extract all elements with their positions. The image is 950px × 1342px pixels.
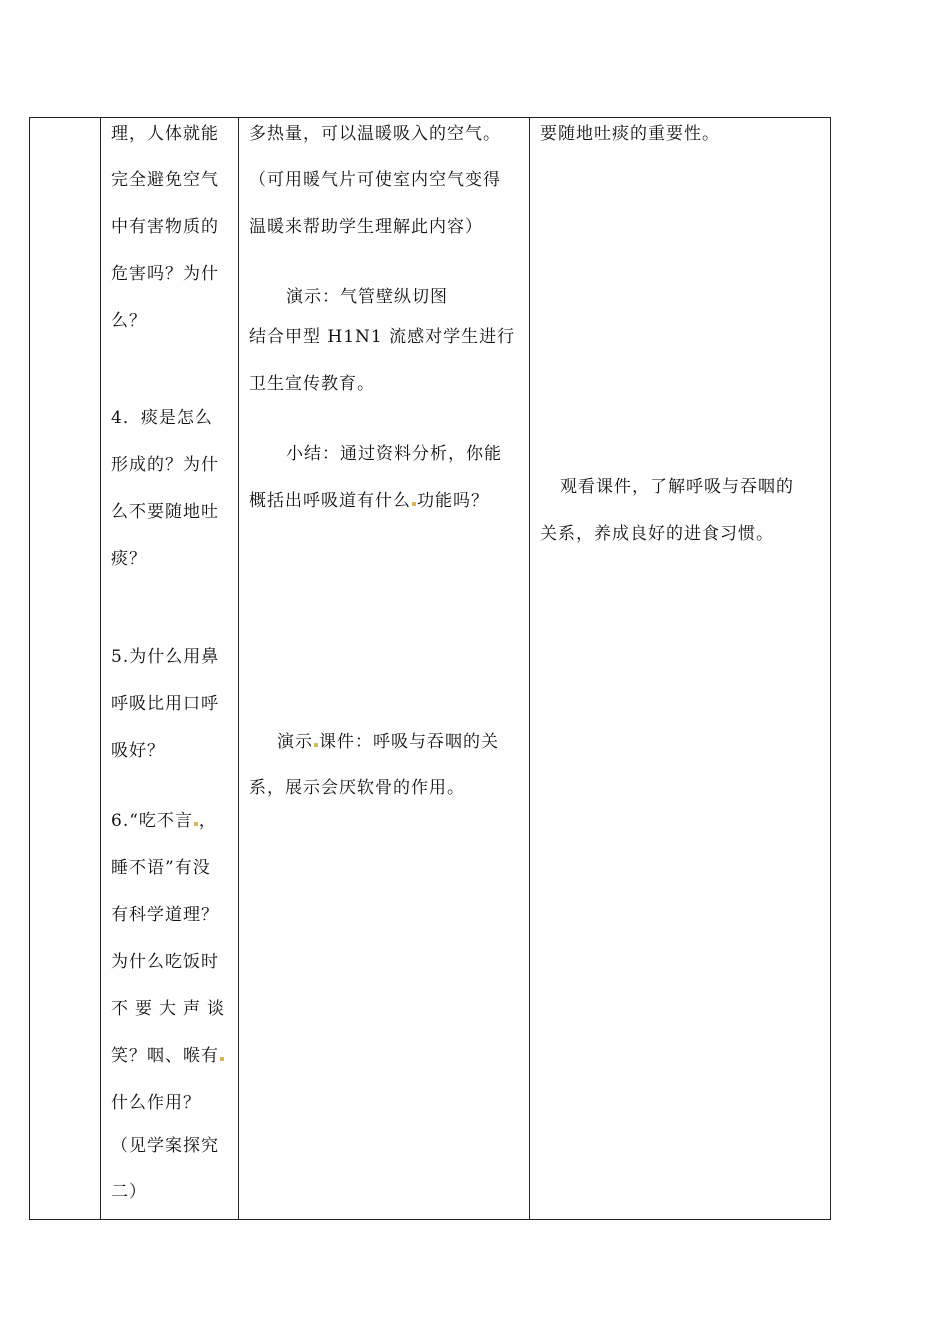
summary-line-2	[249, 489, 489, 513]
questions-cell	[101, 118, 239, 1220]
question-6-line-3: 有科学道理？	[111, 905, 219, 925]
question-6-line-2: 睡不语”有没	[111, 858, 211, 878]
question-6-line-1-comma: ，	[198, 811, 217, 831]
activity-paragraph-1-line-3: 温暖来帮助学生理解此内容）	[249, 217, 483, 237]
student-activity-line-2: 观看课件，了解呼吸与吞咽的	[560, 477, 794, 497]
question-6-line-6-text: 笑？咽、喉有	[111, 1046, 219, 1066]
question-4-line-3: 么不要随地吐	[111, 502, 219, 522]
question-3-line-5: 么？	[111, 311, 147, 331]
question-3-line-2: 完全避免空气	[111, 170, 219, 190]
question-6-line-6	[111, 1044, 225, 1068]
summary-line-2-end: 功能吗？	[417, 491, 489, 511]
question-3-line-1: 理，人体就能	[111, 124, 219, 144]
activity-paragraph-1-line-2: （可用暖气片可使室内空气变得	[249, 170, 501, 190]
revision-mark	[220, 1057, 224, 1061]
question-6-line-1-text: 6.“吃不言	[111, 811, 193, 831]
demo-courseware-line-1	[277, 730, 499, 754]
table-row	[30, 118, 831, 1220]
activity-paragraph-1-line-1: 多热量，可以温暖吸入的空气。	[249, 124, 501, 144]
stage-cell	[30, 118, 101, 1220]
revision-mark	[194, 822, 198, 826]
question-6-line-4: 为什么吃饭时	[111, 952, 219, 972]
question-4-line-2: 形成的？为什	[111, 455, 219, 475]
revision-mark	[412, 502, 416, 506]
question-6-line-8: （见学案探究	[111, 1136, 219, 1156]
question-5-line-3: 吸好？	[111, 741, 165, 761]
activity-paragraph-2-line-2: 卫生宣传教育。	[249, 374, 375, 394]
demo-courseware-text: 课件：呼吸与吞咽的关	[319, 732, 499, 752]
summary-line-1: 小结：通过资料分析，你能	[286, 444, 502, 464]
question-4-line-4: 痰？	[111, 549, 147, 569]
question-5-line-1: 5.为什么用鼻	[111, 647, 220, 667]
question-6-line-9: 二）	[111, 1182, 147, 1202]
question-3-line-3: 中有害物质的	[111, 217, 219, 237]
activity-paragraph-2-line-1: 结合甲型 H1N1 流感对学生进行	[249, 327, 516, 347]
demo-courseware-line-2: 系，展示会厌软骨的作用。	[249, 778, 465, 798]
question-6-line-7: 什么作用？	[111, 1093, 201, 1113]
summary-line-2-text: 概括出呼吸道有什么	[249, 491, 411, 511]
question-6-line-1	[111, 809, 217, 833]
lesson-plan-table	[29, 117, 831, 1220]
student-activity-line-1: 要随地吐痰的重要性。	[540, 124, 720, 144]
question-6-line-5: 不要大声谈	[111, 999, 231, 1019]
demo-courseware-label: 演示	[277, 732, 313, 752]
student-activity-line-3: 关系，养成良好的进食习惯。	[540, 524, 774, 544]
question-5-line-2: 呼吸比用口呼	[111, 694, 219, 714]
question-4-line-1: 4．痰是怎么	[111, 408, 213, 428]
teacher-activity-cell	[239, 118, 530, 1220]
revision-mark	[314, 743, 318, 747]
student-activity-cell	[530, 118, 831, 1220]
question-3-line-4: 危害吗？为什	[111, 264, 219, 284]
demo-trachea-diagram: 演示：气管壁纵切图	[286, 287, 448, 307]
